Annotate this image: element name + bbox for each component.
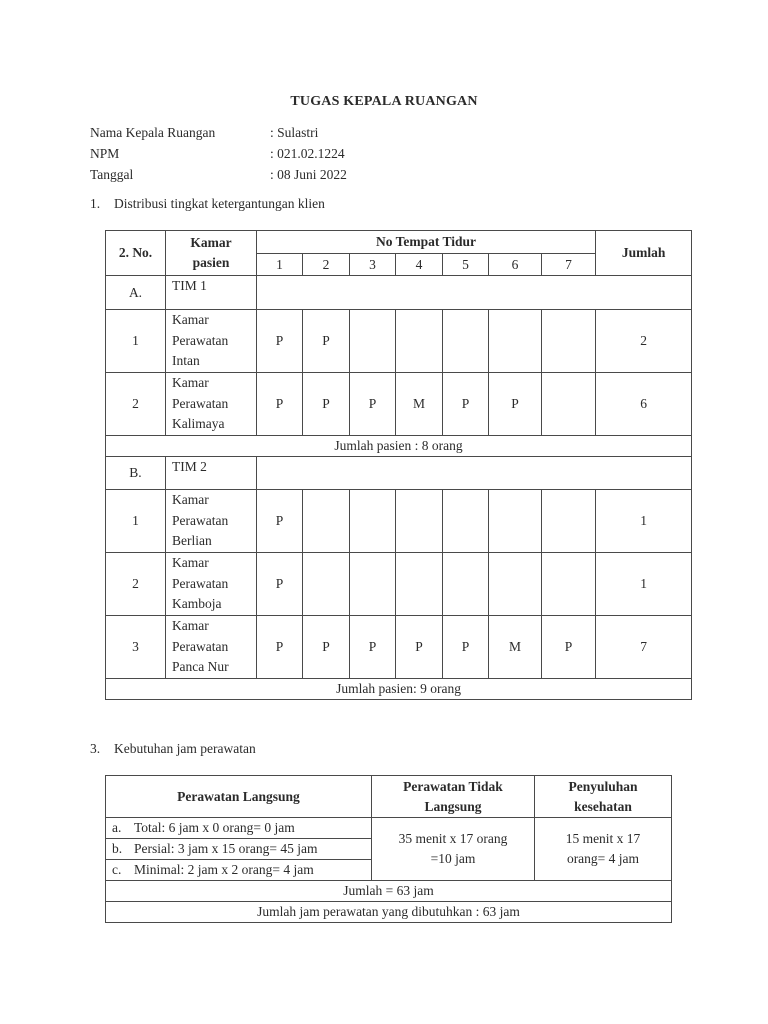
bed-status: P	[257, 490, 303, 553]
bed-status: P	[350, 373, 396, 436]
tidak-langsung-value	[372, 818, 535, 881]
bed-status	[542, 490, 596, 553]
item-text: Minimal: 2 jam x 2 orang= 4 jam	[134, 862, 314, 877]
bed-status	[396, 310, 443, 373]
header-info	[90, 122, 347, 185]
bed-status	[489, 490, 542, 553]
group-name: TIM 1	[166, 276, 257, 310]
room-name-line: Kamar	[172, 375, 209, 391]
room-name-line: Kamar	[172, 492, 209, 508]
room-name-line: Kamar	[172, 312, 209, 328]
row-total: 1	[596, 553, 692, 616]
group-empty	[257, 457, 692, 490]
header-jumlah: Jumlah	[596, 231, 692, 276]
row-total: 2	[596, 310, 692, 373]
bed-number: 6	[489, 254, 542, 276]
bed-status	[396, 490, 443, 553]
bed-status	[489, 553, 542, 616]
bed-status: P	[257, 373, 303, 436]
item-text: Total: 6 jam x 0 orang= 0 jam	[134, 820, 295, 835]
group-summary: Jumlah pasien : 8 orang	[106, 436, 692, 457]
bed-status	[542, 310, 596, 373]
item-marker: b.	[112, 841, 123, 856]
bed-status: M	[489, 616, 542, 679]
group-letter: A.	[106, 276, 166, 310]
bed-status: P	[350, 616, 396, 679]
bed-status	[443, 553, 489, 616]
distribution-table	[105, 230, 692, 700]
group-letter: B.	[106, 457, 166, 490]
header-line: Perawatan Tidak	[403, 778, 503, 794]
row-number: 1	[106, 310, 166, 373]
room-name	[166, 616, 257, 679]
bed-status: P	[303, 310, 350, 373]
room-name-line: Kamar	[172, 618, 209, 634]
summary-row	[106, 679, 692, 700]
bed-status: P	[396, 616, 443, 679]
info-value: : 021.02.1224	[270, 146, 345, 161]
row-total: 1	[596, 490, 692, 553]
group-summary: Jumlah pasien: 9 orang	[106, 679, 692, 700]
value-line: 35 menit x 17 orang	[398, 831, 508, 846]
item-persial	[106, 839, 372, 860]
item-marker: a.	[112, 820, 122, 835]
bed-status	[396, 553, 443, 616]
bed-status: P	[257, 616, 303, 679]
header-line: kesehatan	[574, 798, 632, 814]
bed-status	[303, 553, 350, 616]
room-name-line: Kamboja	[172, 596, 222, 612]
group-row	[106, 276, 692, 310]
bed-status: P	[542, 616, 596, 679]
nursing-hours-table	[105, 775, 672, 923]
bed-number: 2	[303, 254, 350, 276]
header-line: Penyuluhan	[568, 778, 638, 794]
info-label: Nama Kepala Ruangan	[90, 125, 216, 140]
section-3-heading	[90, 741, 256, 757]
bed-status: P	[443, 373, 489, 436]
table-row	[106, 553, 692, 616]
room-name-line: Perawatan	[172, 512, 229, 528]
bed-number: 3	[350, 254, 396, 276]
table-row	[106, 490, 692, 553]
group-row	[106, 457, 692, 490]
bed-number: 4	[396, 254, 443, 276]
table-row	[106, 310, 692, 373]
room-name-line: Kamar	[172, 555, 209, 571]
bed-status	[350, 310, 396, 373]
jumlah-row: Jumlah = 63 jam	[106, 881, 672, 902]
table-row	[106, 373, 692, 436]
bed-status: P	[257, 310, 303, 373]
bed-status	[350, 490, 396, 553]
row-number: 2	[106, 373, 166, 436]
section-text: Kebutuhan jam perawatan	[114, 741, 256, 756]
info-value: : Sulastri	[270, 125, 319, 140]
bed-status	[542, 553, 596, 616]
bed-status	[489, 310, 542, 373]
bed-status: P	[443, 616, 489, 679]
header-perawatan-tidak-langsung	[372, 776, 535, 818]
bed-status: P	[489, 373, 542, 436]
row-number: 3	[106, 616, 166, 679]
section-number: 1.	[90, 196, 101, 211]
room-name-line: Berlian	[172, 533, 212, 549]
bed-number: 7	[542, 254, 596, 276]
total-row: Jumlah jam perawatan yang dibutuhkan : 63 jam	[106, 902, 672, 923]
bed-number: 1	[257, 254, 303, 276]
table-row	[106, 616, 692, 679]
summary-row	[106, 436, 692, 457]
group-name: TIM 2	[166, 457, 257, 490]
section-text: Distribusi tingkat ketergantungan klien	[114, 196, 325, 211]
bed-status	[443, 310, 489, 373]
info-value: : 08 Juni 2022	[270, 167, 347, 182]
room-name-line: Perawatan	[172, 638, 229, 654]
room-name-line: Perawatan	[172, 395, 229, 411]
group-empty	[257, 276, 692, 310]
header-kamar-line: pasien	[192, 255, 230, 270]
room-name-line: Panca Nur	[172, 659, 229, 675]
value-line: 15 menit x 17	[565, 831, 641, 846]
bed-status: P	[303, 616, 350, 679]
room-name-line: Intan	[172, 353, 200, 369]
item-minimal	[106, 860, 372, 881]
row-total: 7	[596, 616, 692, 679]
header-tempat-tidur: No Tempat Tidur	[257, 231, 596, 254]
header-perawatan-langsung: Perawatan Langsung	[106, 776, 372, 818]
room-name	[166, 553, 257, 616]
item-text: Persial: 3 jam x 15 orang= 45 jam	[134, 841, 318, 856]
bed-status: P	[257, 553, 303, 616]
value-line: orang= 4 jam	[566, 851, 640, 866]
room-name	[166, 310, 257, 373]
bed-number: 5	[443, 254, 489, 276]
bed-status	[542, 373, 596, 436]
info-label: NPM	[90, 146, 120, 161]
room-name-line: Perawatan	[172, 332, 229, 348]
section-1-heading	[90, 196, 325, 212]
row-number: 1	[106, 490, 166, 553]
bed-status	[303, 490, 350, 553]
section-number: 3.	[90, 741, 101, 756]
row-total: 6	[596, 373, 692, 436]
header-penyuluhan-kesehatan	[535, 776, 672, 818]
header-kamar	[166, 231, 257, 276]
document-title: TUGAS KEPALA RUANGAN	[290, 94, 478, 109]
header-no: 2. No.	[106, 231, 166, 276]
room-name-line: Kalimaya	[172, 416, 225, 432]
info-row-npm	[90, 143, 347, 164]
room-name-line: Perawatan	[172, 575, 229, 591]
bed-status	[350, 553, 396, 616]
row-number: 2	[106, 553, 166, 616]
bed-status: M	[396, 373, 443, 436]
bed-status: P	[303, 373, 350, 436]
info-row-tanggal	[90, 164, 347, 185]
info-label: Tanggal	[90, 167, 134, 182]
header-line: Langsung	[424, 798, 482, 814]
item-marker: c.	[112, 862, 122, 877]
item-total	[106, 818, 372, 839]
header-kamar-line: Kamar	[190, 235, 232, 250]
penyuluhan-value	[535, 818, 672, 881]
room-name	[166, 490, 257, 553]
room-name	[166, 373, 257, 436]
value-line: =10 jam	[430, 851, 476, 866]
info-row-nama	[90, 122, 347, 143]
bed-status	[443, 490, 489, 553]
